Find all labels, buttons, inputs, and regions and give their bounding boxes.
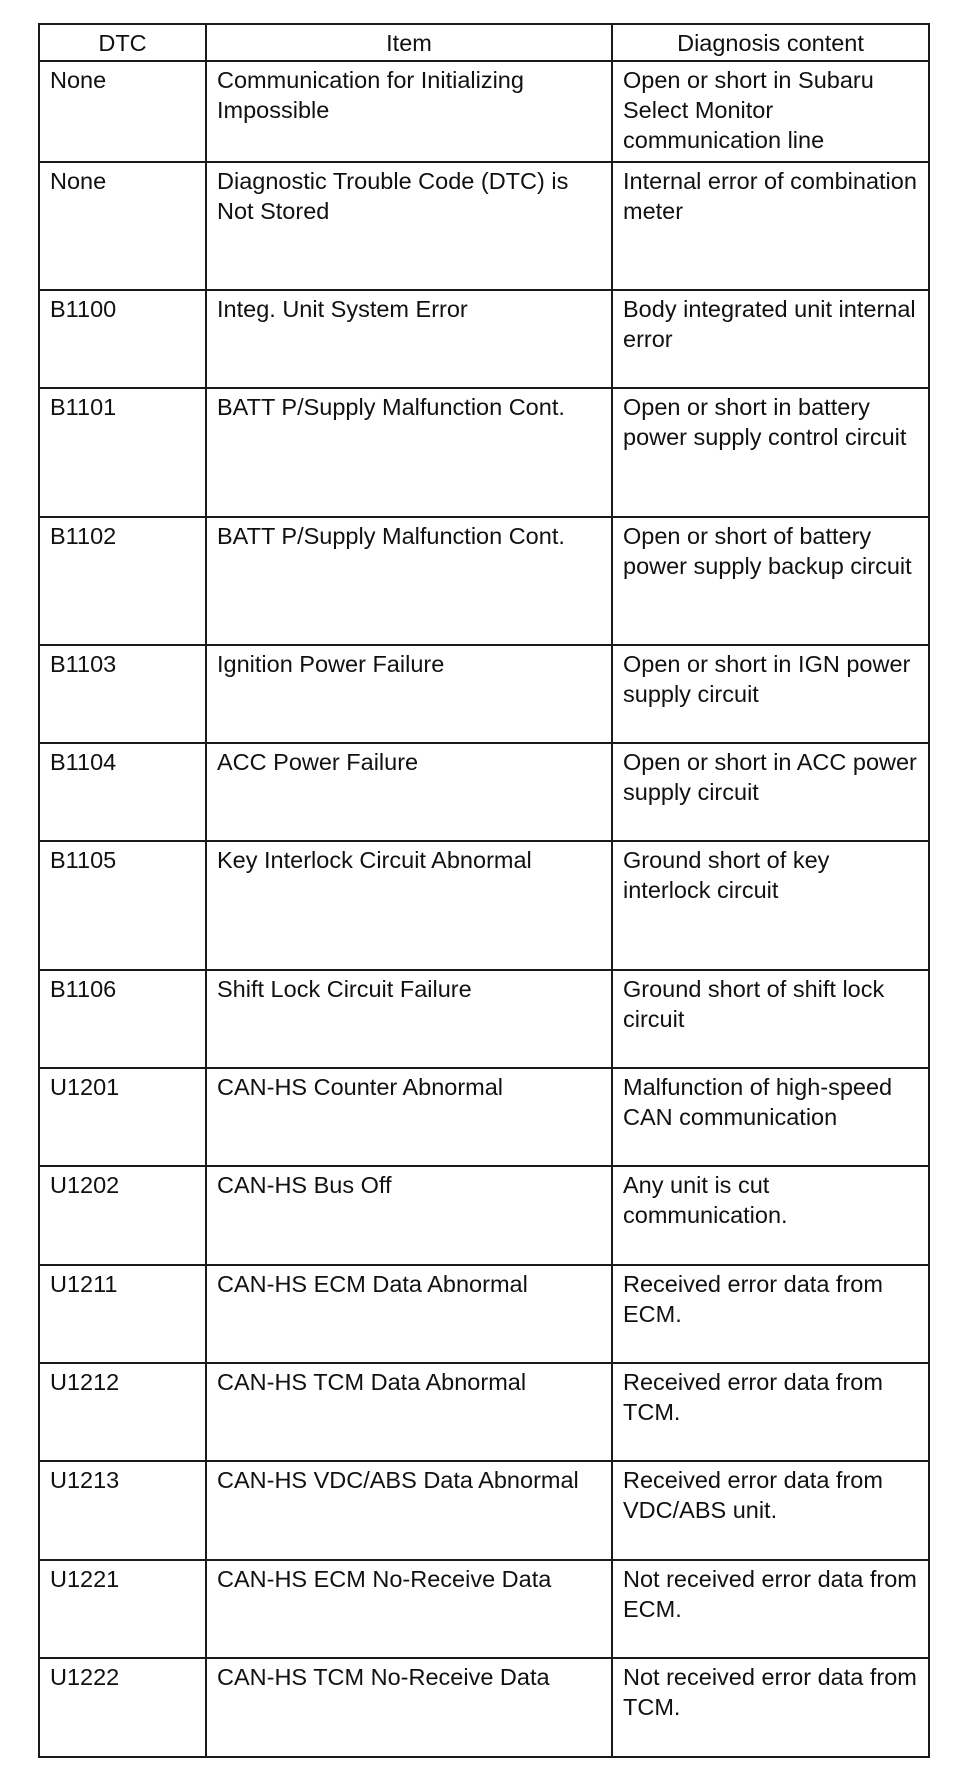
item-cell: BATT P/Supply Malfunction Cont. xyxy=(206,517,612,645)
header-item: Item xyxy=(206,24,612,61)
dtc-cell: U1211 xyxy=(39,1265,206,1363)
diagnosis-cell: Received error data from ECM. xyxy=(612,1265,929,1363)
dtc-cell: U1221 xyxy=(39,1560,206,1658)
item-cell: CAN-HS ECM No-Receive Data xyxy=(206,1560,612,1658)
header-dtc: DTC xyxy=(39,24,206,61)
dtc-cell: B1101 xyxy=(39,388,206,517)
table-row xyxy=(39,517,929,645)
item-cell: BATT P/Supply Malfunction Cont. xyxy=(206,388,612,517)
table-row xyxy=(39,61,929,162)
table-header xyxy=(39,24,929,61)
item-cell: CAN-HS Bus Off xyxy=(206,1166,612,1265)
diagnosis-cell: Ground short of key interlock circuit xyxy=(612,841,929,970)
header-row xyxy=(39,24,929,61)
item-cell: Integ. Unit System Error xyxy=(206,290,612,388)
table-row xyxy=(39,388,929,517)
table-row xyxy=(39,645,929,743)
diagnosis-cell: Not received error data from ECM. xyxy=(612,1560,929,1658)
diagnosis-cell: Any unit is cut communication. xyxy=(612,1166,929,1265)
diagnosis-cell: Open or short of battery power supply backup circuit xyxy=(612,517,929,645)
item-cell: Diagnostic Trouble Code (DTC) is Not Stored xyxy=(206,162,612,290)
dtc-cell: B1106 xyxy=(39,970,206,1068)
table-row xyxy=(39,743,929,841)
diagnosis-cell: Internal error of combination meter xyxy=(612,162,929,290)
table-row xyxy=(39,970,929,1068)
diagnosis-cell: Open or short in Subaru Select Monitor communication line xyxy=(612,61,929,162)
item-cell: Key Interlock Circuit Abnormal xyxy=(206,841,612,970)
diagnosis-cell: Open or short in ACC power supply circuit xyxy=(612,743,929,841)
diagnosis-cell: Body integrated unit internal error xyxy=(612,290,929,388)
item-cell: Shift Lock Circuit Failure xyxy=(206,970,612,1068)
table-row xyxy=(39,162,929,290)
item-cell: Communication for Initializing Impossible xyxy=(206,61,612,162)
dtc-cell: None xyxy=(39,61,206,162)
table-row xyxy=(39,1363,929,1461)
dtc-cell: B1100 xyxy=(39,290,206,388)
item-cell: CAN-HS ECM Data Abnormal xyxy=(206,1265,612,1363)
item-cell: CAN-HS TCM No-Receive Data xyxy=(206,1658,612,1757)
dtc-cell: B1104 xyxy=(39,743,206,841)
diagnosis-cell: Not received error data from TCM. xyxy=(612,1658,929,1757)
item-cell: ACC Power Failure xyxy=(206,743,612,841)
header-diagnosis: Diagnosis content xyxy=(612,24,929,61)
dtc-table xyxy=(38,23,930,1758)
table-row xyxy=(39,841,929,970)
diagnosis-cell: Open or short in battery power supply control circuit xyxy=(612,388,929,517)
diagnosis-cell: Open or short in IGN power supply circuit xyxy=(612,645,929,743)
table-row xyxy=(39,1658,929,1757)
table-row xyxy=(39,1068,929,1166)
dtc-cell: B1103 xyxy=(39,645,206,743)
item-cell: CAN-HS VDC/ABS Data Abnormal xyxy=(206,1461,612,1560)
item-cell: CAN-HS Counter Abnormal xyxy=(206,1068,612,1166)
table-row xyxy=(39,1461,929,1560)
dtc-cell: U1202 xyxy=(39,1166,206,1265)
dtc-cell: U1222 xyxy=(39,1658,206,1757)
item-cell: Ignition Power Failure xyxy=(206,645,612,743)
dtc-cell: U1213 xyxy=(39,1461,206,1560)
diagnosis-cell: Ground short of shift lock circuit xyxy=(612,970,929,1068)
table-row xyxy=(39,1166,929,1265)
diagnosis-cell: Received error data from VDC/ABS unit. xyxy=(612,1461,929,1560)
diagnosis-cell: Received error data from TCM. xyxy=(612,1363,929,1461)
dtc-cell: B1105 xyxy=(39,841,206,970)
dtc-cell: U1201 xyxy=(39,1068,206,1166)
item-cell: CAN-HS TCM Data Abnormal xyxy=(206,1363,612,1461)
dtc-cell: None xyxy=(39,162,206,290)
dtc-cell: B1102 xyxy=(39,517,206,645)
dtc-cell: U1212 xyxy=(39,1363,206,1461)
table-row xyxy=(39,1560,929,1658)
table-row xyxy=(39,290,929,388)
table-row xyxy=(39,1265,929,1363)
table-body xyxy=(39,61,929,1757)
diagnosis-cell: Malfunction of high-speed CAN communication xyxy=(612,1068,929,1166)
